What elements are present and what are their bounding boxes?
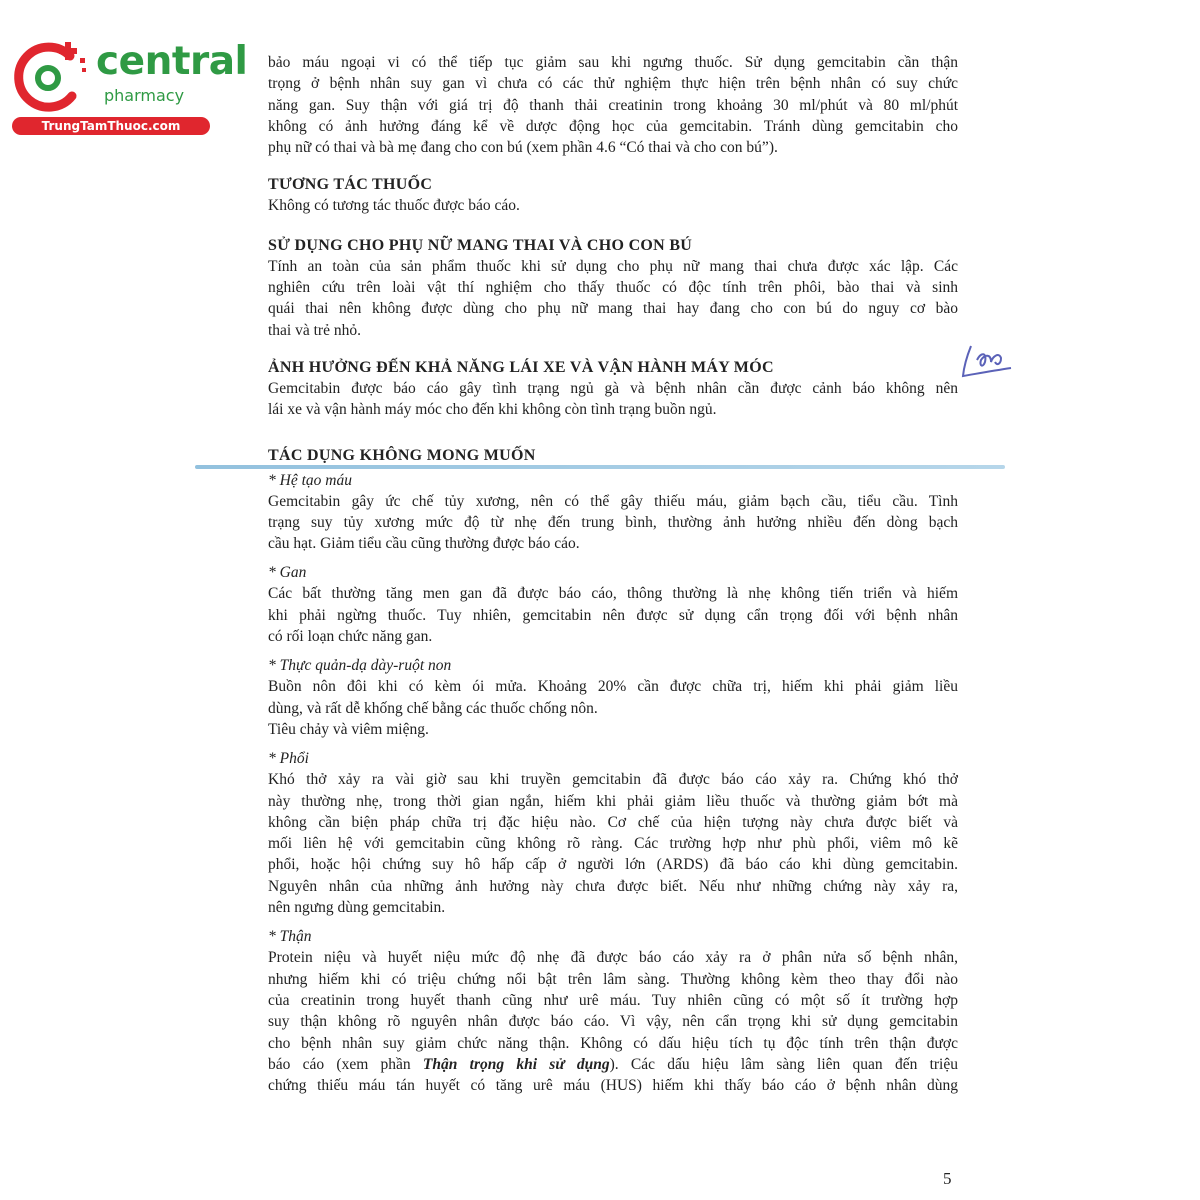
text-line: cho bệnh nhân suy giảm chức năng thận. Không có dấu hiệu tích tụ độc tính trên thận được <box>268 1034 958 1052</box>
brand-tagline: pharmacy <box>104 86 185 105</box>
document-page <box>268 52 958 1096</box>
page-number: 5 <box>943 1169 952 1188</box>
logo-ring-icon <box>10 38 90 118</box>
text-line: có rối loạn chức năng gan. <box>268 628 433 646</box>
subheading-blood: * Hệ tạo máu <box>268 471 352 489</box>
blood-paragraph <box>268 491 958 555</box>
text-line: cầu hạt. Giảm tiểu cầu cũng thường được báo cáo. <box>268 535 580 553</box>
pregnancy-paragraph <box>268 256 958 341</box>
text-line: Buồn nôn đôi khi có kèm ói mửa. Khoảng 20% cần được chữa trị, hiếm khi phải giảm liều <box>268 678 958 696</box>
liver-paragraph <box>268 583 958 647</box>
text-line: không cần biện pháp chữa trị đặc hiệu nào. Cơ chế của hiện tượng này chưa được biết và <box>268 813 958 831</box>
text-line: Tiêu chảy và viêm miệng. <box>268 720 429 738</box>
text-line: Gemcitabin được báo cáo gây tình trạng ngủ gà và bệnh nhân cần được cảnh báo không nên <box>268 379 958 397</box>
kidney-paragraph <box>268 947 958 1096</box>
intro-paragraph <box>268 52 958 158</box>
heading-pregnancy: SỬ DỤNG CHO PHỤ NỮ MANG THAI VÀ CHO CON BÚ <box>268 236 693 254</box>
text-line: trọng ở bệnh nhân suy gan vì chưa có các thử nghiệm thực hiện trên bệnh nhân có suy chức <box>268 75 958 93</box>
subheading-kidney: * Thận <box>268 928 312 946</box>
emphasis-reference: Thận trọng khi sử dụng <box>422 1055 610 1073</box>
subheading-liver: * Gan <box>268 564 307 582</box>
text-line: này thường nhẹ, trong thời gian ngắn, hiếm khi phải giảm liều thuốc và thường giảm bớt mà <box>268 792 958 810</box>
text-line: Protein niệu và huyết niệu mức độ nhẹ đã được báo cáo xảy ra ở phân nửa số bệnh nhân, <box>268 949 958 967</box>
text-line <box>268 1054 958 1075</box>
text-line: suy thận không rõ nguyên nhân được báo cáo. Vì vậy, nên cẩn trọng khi sử dụng gemcitabin <box>268 1013 958 1031</box>
pharmacy-logo <box>10 38 248 138</box>
text-line: nhưng hiếm khi có triệu chứng nổi bật trên lâm sàng. Thường không kèm theo thay đổi nào <box>268 970 958 988</box>
text-line: Nguyên nhân của những ảnh hưởng này chưa được biết. Nếu như những chứng này xảy ra, <box>268 877 958 895</box>
text-line: phổi, hoặc hội chứng suy hô hấp cấp ở người lớn (ARDS) đã báo cáo khi dùng gemcitabin. <box>268 856 958 874</box>
interactions-paragraph <box>268 195 958 216</box>
driving-paragraph <box>268 378 958 421</box>
text-line: Khó thở xảy ra vài giờ sau khi truyền gemcitabin đã được báo cáo xảy ra. Chứng khó thở <box>268 771 958 789</box>
text-fragment: báo cáo (xem phần <box>268 1055 423 1073</box>
text-line: khi phải ngừng thuốc. Tuy nhiên, gemcitabin nên được sử dụng cẩn trọng đối với bệnh nhân <box>268 606 958 624</box>
gi-paragraph <box>268 676 958 740</box>
text-line: nghiên cứu trên loài vật thí nghiệm cho thấy thuốc có độc tính trên phôi, bào thai và sinh <box>268 279 958 297</box>
subheading-lung: * Phổi <box>268 750 309 768</box>
text-line: dùng, và rất dễ khống chế bằng các thuốc chống nôn. <box>268 699 598 717</box>
text-line: không có ảnh hưởng đáng kể về dược động học của gemcitabin. Tránh dùng gemcitabin cho <box>268 117 958 135</box>
heading-driving: ẢNH HƯỞNG ĐẾN KHẢ NĂNG LÁI XE VÀ VẬN HÀNH MÁY MÓC <box>268 358 774 376</box>
text-line: mối liên hệ với gemcitabin cũng không rõ ràng. Các trường hợp như phù phổi, viêm mô kẽ <box>268 835 958 853</box>
text-line: Tính an toàn của sản phẩm thuốc khi sử dụng cho phụ nữ mang thai chưa được xác lập. Các <box>268 257 958 275</box>
text-line: trạng suy tủy xương mức độ từ nhẹ đến trung bình, thường ảnh hưởng nhiều đến dòng bạch <box>268 513 958 531</box>
brand-name: central <box>96 39 248 84</box>
text-line: Gemcitabin gây ức chế tủy xương, nên có thể gây thiếu máu, giảm bạch cầu, tiểu cầu. Tình <box>268 492 958 510</box>
text-line: thai và trẻ nhỏ. <box>268 321 361 339</box>
text-line: Không có tương tác thuốc được báo cáo. <box>268 197 520 215</box>
text-line: năng gan. Suy thận với giá trị độ thanh thải creatinin trong khoảng 30 ml/phút và 80 ml/phút <box>268 96 958 114</box>
brand-website: TrungTamThuoc.com <box>12 117 210 135</box>
heading-adverse-effects: TÁC DỤNG KHÔNG MONG MUỐN <box>268 446 536 464</box>
text-line: Các bất thường tăng men gan đã được báo cáo, thông thường là nhẹ không tiến triển và hiếm <box>268 585 958 603</box>
subheading-gi: * Thực quản-dạ dày-ruột non <box>268 657 452 675</box>
text-line: lái xe và vận hành máy móc cho đến khi không còn tình trạng buồn ngủ. <box>268 401 717 419</box>
text-line: nên ngưng dùng gemcitabin. <box>268 899 446 917</box>
text-line: bảo máu ngoại vi có thể tiếp tục giảm sau khi ngưng thuốc. Sử dụng gemcitabin cần thận <box>268 54 958 71</box>
heading-drug-interactions: TƯƠNG TÁC THUỐC <box>268 176 433 194</box>
text-line: chứng thiếu máu tán huyết có tăng urê máu (HUS) hiếm khi thấy báo cáo ở bệnh nhân dùng <box>268 1077 958 1095</box>
lung-paragraph <box>268 769 958 918</box>
text-line: quái thai nên không được dùng cho phụ nữ mang thai hay đang cho con bú do nguy cơ bào <box>268 300 958 318</box>
text-fragment: ). Các dấu hiệu lâm sàng liên quan đến triệu <box>609 1055 958 1073</box>
text-line: phụ nữ có thai và bà mẹ đang cho con bú (xem phần 4.6 “Có thai và cho con bú”). <box>268 139 778 157</box>
signature-mark-icon <box>955 330 1025 390</box>
text-line: của creatinin trong huyết thanh cũng như urê máu. Tuy nhiên cũng có một số ít trường hợp <box>268 991 958 1009</box>
